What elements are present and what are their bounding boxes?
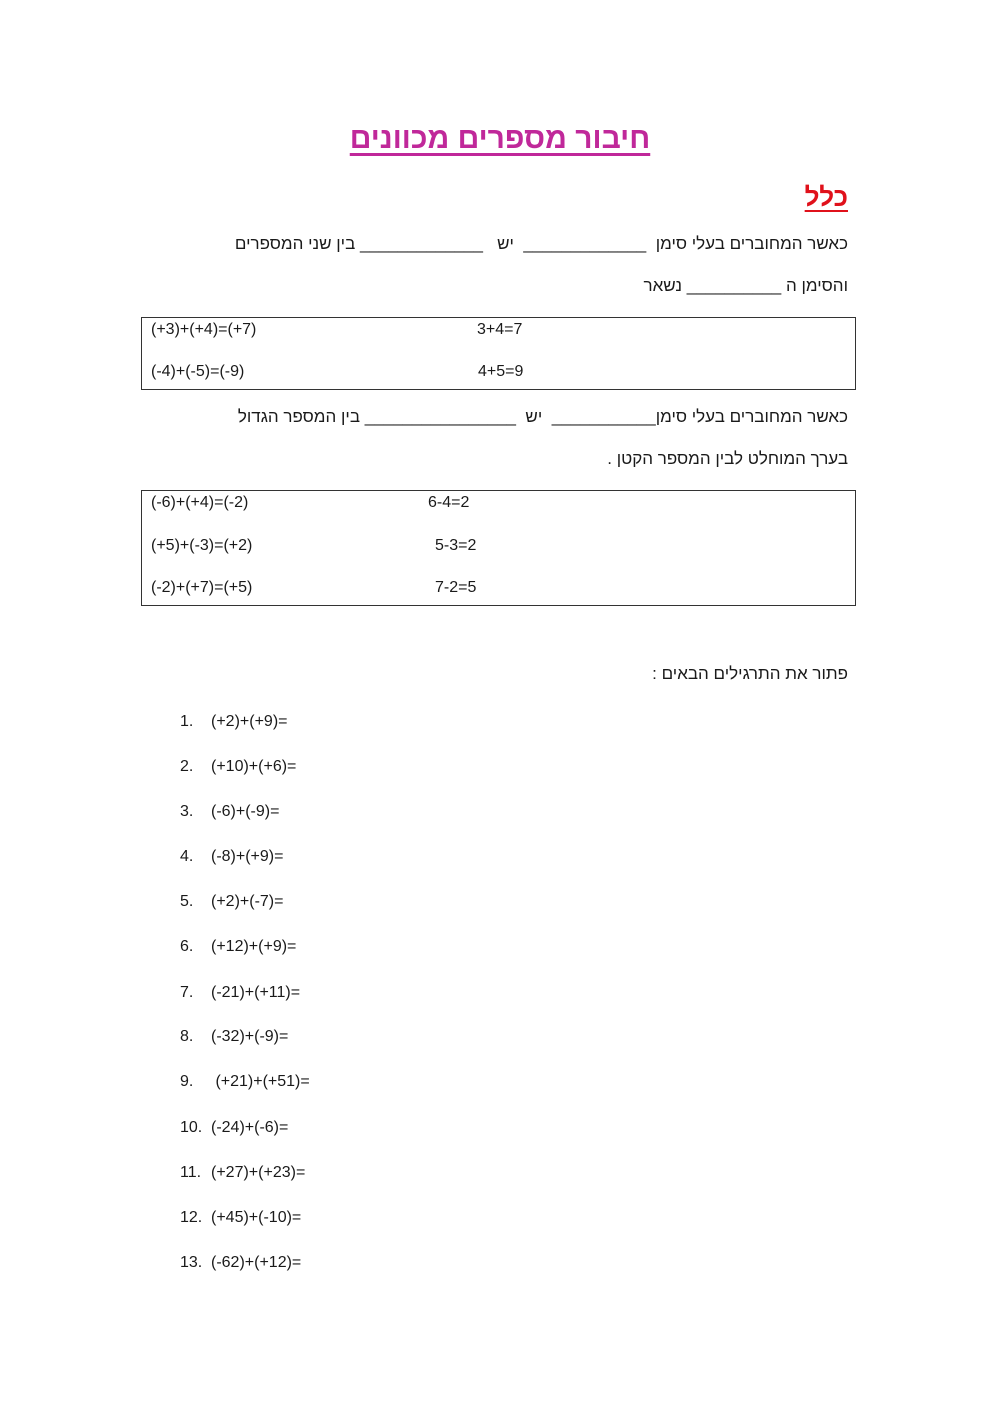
example-row [142,533,855,575]
exercise-expression: (+21)+(+51)= [211,1073,310,1090]
exercise-expression: (+10)+(+6)= [211,758,297,775]
exercise-number: 10. [180,1119,203,1136]
rule2-line1: כאשר המחוברים בעלי סימן___________ יש ________________ בין המספר הגדול [237,407,848,426]
exercise-expression: (-62)+(+12)= [211,1254,302,1271]
exercise-number: 8. [180,1028,194,1045]
exercise-number: 13. [180,1254,203,1271]
exercise-expression: (+12)+(+9)= [211,938,297,955]
example-absolute: 4+5=9 [478,363,524,380]
rule1-line1: כאשר המחוברים בעלי סימן _____________ יש _____________ בין שני המספרים [234,234,848,253]
instructions: פתור את התרגילים הבאים : [652,664,848,683]
exercise-number: 12. [180,1209,203,1226]
example-signed: (-2)+(+7)=(+5) [151,579,253,596]
rule1-line2: והסימן ה __________ נשאר [643,276,848,295]
exercise-number: 1. [180,713,194,730]
example-signed: (+3)+(+4)=(+7) [151,321,257,338]
exercise-number: 3. [180,803,194,820]
example-row [142,358,855,390]
exercise-expression: (-6)+(-9)= [211,803,280,820]
example-box-1 [141,317,856,390]
example-signed: (+5)+(-3)=(+2) [151,537,253,554]
exercise-number: 4. [180,848,194,865]
example-box-2 [141,490,856,606]
exercise-number: 2. [180,758,194,775]
exercise-number: 9. [180,1073,194,1090]
example-absolute: 5-3=2 [435,537,477,554]
rule-heading: כלל [804,182,848,212]
page-title: חיבור מספרים מכוונים [349,122,651,155]
exercise-expression: (-21)+(+11)= [211,984,301,1001]
example-signed: (-4)+(-5)=(-9) [151,363,245,380]
example-row [142,318,855,358]
exercise-expression: (+27)+(+23)= [211,1164,306,1181]
example-row [142,491,855,533]
exercise-expression: (-24)+(-6)= [211,1119,289,1136]
example-signed: (-6)+(+4)=(-2) [151,494,249,511]
example-absolute: 3+4=7 [477,321,523,338]
exercise-number: 11. [180,1164,202,1181]
exercise-number: 7. [180,984,194,1001]
example-absolute: 6-4=2 [428,494,470,511]
exercise-expression: (+2)+(-7)= [211,893,284,910]
exercise-expression: (-32)+(-9)= [211,1028,289,1045]
exercise-number: 5. [180,893,194,910]
exercise-expression: (-8)+(+9)= [211,848,284,865]
example-absolute: 7-2=5 [435,579,477,596]
rule2-line2: בערך המוחלט לבין המספר הקטן . [607,449,848,468]
exercise-number: 6. [180,938,194,955]
exercise-expression: (+2)+(+9)= [211,713,288,730]
exercise-expression: (+45)+(-10)= [211,1209,302,1226]
example-row [142,575,855,605]
